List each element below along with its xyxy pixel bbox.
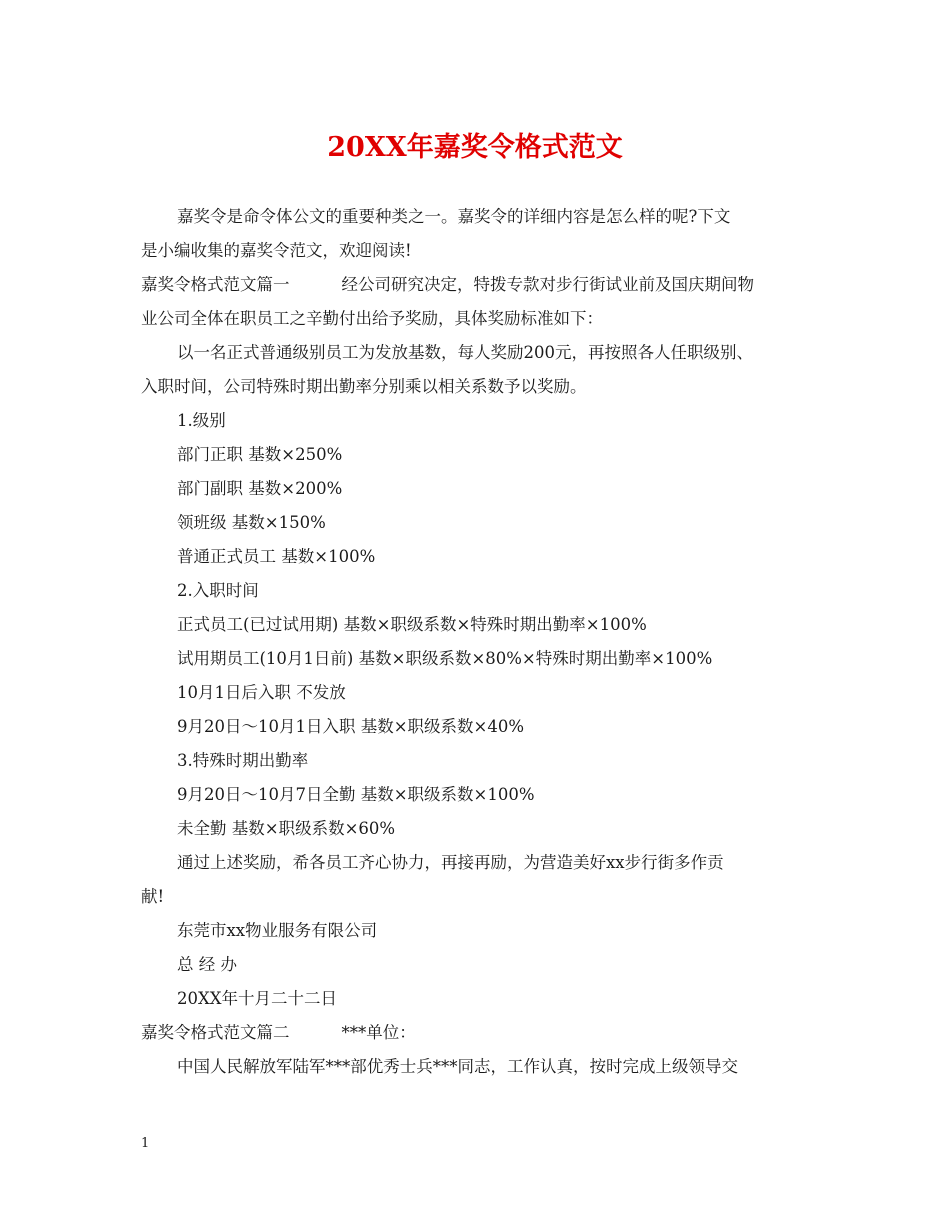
text-line-content: 正式员工(已过试用期) 基数×职级系数×特殊时期出勤率×100% bbox=[177, 615, 647, 634]
text-line-content: 20XX年十月二十二日 bbox=[177, 989, 337, 1008]
text-line-content: 2.入职时间 bbox=[177, 581, 259, 600]
text-line bbox=[141, 234, 813, 268]
text-line-content: 献! bbox=[141, 887, 165, 906]
text-line-tail: ***单位： bbox=[341, 1023, 416, 1042]
text-line-content: 1.级别 bbox=[177, 411, 226, 430]
text-line-content: 业公司全体在职员工之辛勤付出给予奖励，具体奖励标准如下： bbox=[141, 309, 603, 328]
text-line-content: 未全勤 基数×职级系数×60% bbox=[177, 819, 396, 838]
text-line bbox=[141, 1050, 813, 1084]
text-line-content: 东莞市xx物业服务有限公司 bbox=[177, 921, 378, 940]
text-line-content: 嘉奖令是命令体公文的重要种类之一。嘉奖令的详细内容是怎么样的呢?下文 bbox=[177, 207, 731, 226]
text-line-content: 9月20日～10月1日入职 基数×职级系数×40% bbox=[177, 717, 525, 736]
text-line-content: 9月20日～10月7日全勤 基数×职级系数×100% bbox=[177, 785, 535, 804]
text-line-content: 部门正职 基数×250% bbox=[177, 445, 343, 464]
text-line-content: 10月1日后入职 不发放 bbox=[177, 683, 346, 702]
text-line bbox=[141, 200, 813, 234]
text-line bbox=[141, 540, 813, 574]
text-line-content: 嘉奖令格式范文篇一 bbox=[141, 275, 290, 294]
text-line bbox=[141, 608, 813, 642]
text-line-content: 领班级 基数×150% bbox=[177, 513, 326, 532]
text-line bbox=[141, 506, 813, 540]
text-line bbox=[141, 1016, 813, 1050]
text-line-content: 是小编收集的嘉奖令范文，欢迎阅读! bbox=[141, 241, 412, 260]
text-line-content: 中国人民解放军陆军***部优秀士兵***同志，工作认真，按时完成上级领导交 bbox=[177, 1057, 738, 1076]
text-line bbox=[141, 336, 813, 370]
text-line bbox=[141, 744, 813, 778]
text-line bbox=[141, 948, 813, 982]
document-body bbox=[141, 200, 813, 1084]
text-line bbox=[141, 914, 813, 948]
text-line bbox=[141, 642, 813, 676]
text-line-content: 3.特殊时期出勤率 bbox=[177, 751, 309, 770]
text-line-content: 试用期员工(10月1日前) 基数×职级系数×80%×特殊时期出勤率×100% bbox=[177, 649, 713, 668]
text-line-content: 通过上述奖励，希各员工齐心协力，再接再励，为营造美好xx步行街多作贡 bbox=[177, 853, 724, 872]
text-line bbox=[141, 472, 813, 506]
page-number: 1 bbox=[141, 1136, 150, 1151]
text-line-content: 部门副职 基数×200% bbox=[177, 479, 343, 498]
text-line-content: 以一名正式普通级别员工为发放基数，每人奖励200元，再按照各人任职级别、 bbox=[177, 343, 753, 362]
text-line bbox=[141, 846, 813, 880]
text-line bbox=[141, 370, 813, 404]
text-line bbox=[141, 574, 813, 608]
text-line bbox=[141, 880, 813, 914]
text-line bbox=[141, 710, 813, 744]
text-line bbox=[141, 778, 813, 812]
text-line-content: 入职时间，公司特殊时期出勤率分别乘以相关系数予以奖励。 bbox=[141, 377, 587, 396]
text-line-content: 普通正式员工 基数×100% bbox=[177, 547, 376, 566]
text-line bbox=[141, 438, 813, 472]
text-line bbox=[141, 404, 813, 438]
text-line-content: 总 经 办 bbox=[177, 955, 237, 974]
document-title: 20XX年嘉奖令格式范文 bbox=[327, 132, 623, 163]
text-line-content: 嘉奖令格式范文篇二 bbox=[141, 1023, 290, 1042]
text-line bbox=[141, 268, 813, 302]
text-line bbox=[141, 812, 813, 846]
text-line bbox=[141, 982, 813, 1016]
text-line-tail: 经公司研究决定，特拨专款对步行街试业前及国庆期间物 bbox=[341, 275, 754, 294]
text-line bbox=[141, 676, 813, 710]
text-line bbox=[141, 302, 813, 336]
